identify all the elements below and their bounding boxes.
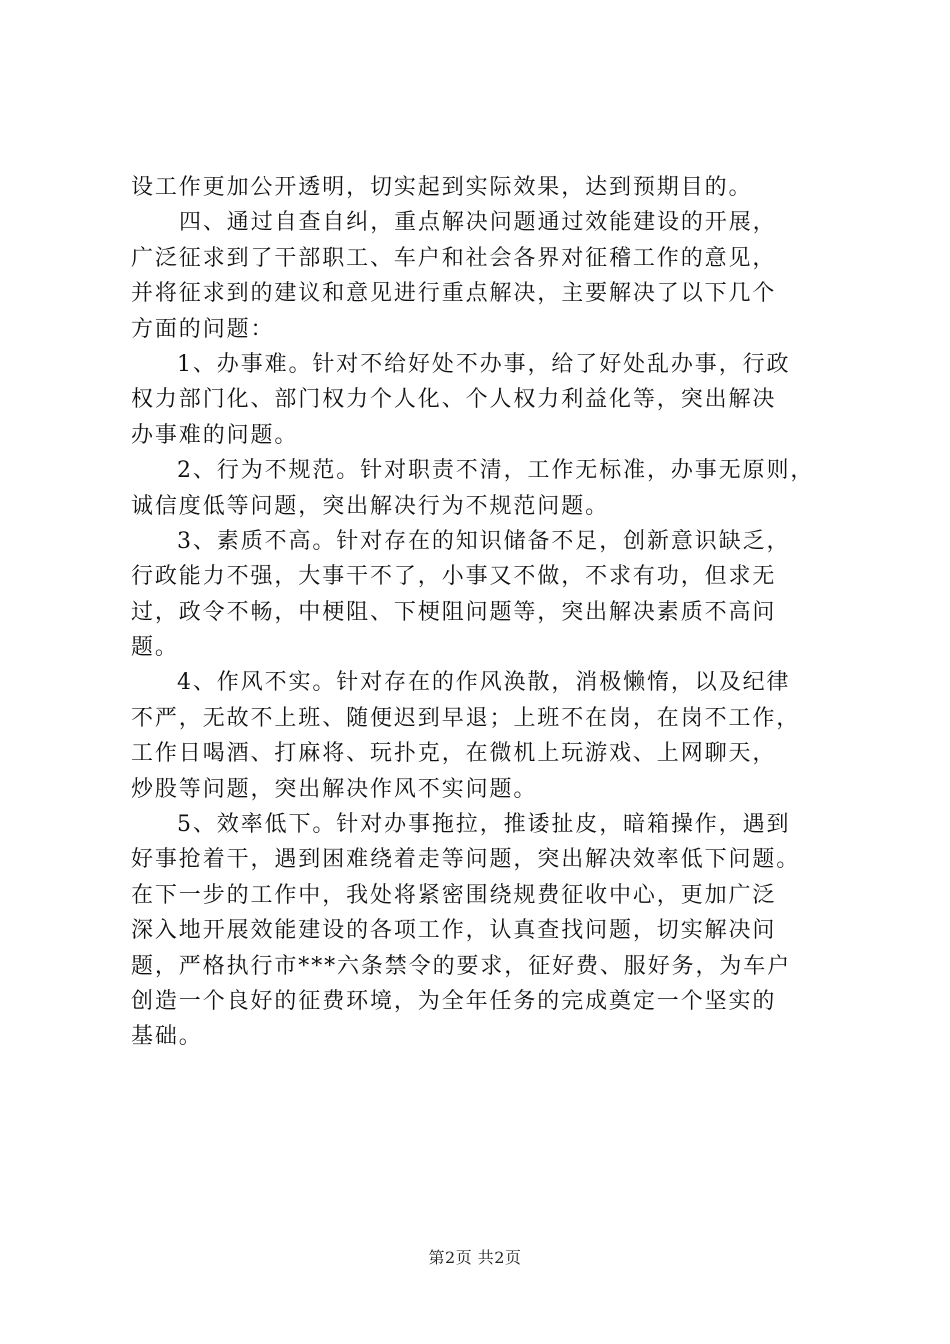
text-line: 过，政令不畅，中梗阻、下梗阻问题等，突出解决素质不高问 [131,599,777,625]
text-line: 基础。 [131,1024,203,1050]
text-line: 深入地开展效能建设的各项工作，认真查找问题，切实解决问 [131,918,777,944]
text-line: 题。 [131,635,179,661]
text-line: 工作日喝酒、打麻将、玩扑克，在微机上玩游戏、上网聊天， [131,741,777,767]
text-line: 2、行为不规范。针对职责不清，工作无标准，办事无原则， [177,458,815,484]
text-line: 并将征求到的建议和意见进行重点解决，主要解决了以下几个 [131,281,777,307]
document-body [131,170,831,1055]
text-line: 好事抢着干，遇到困难绕着走等问题，突出解决效率低下问题。 [131,847,801,873]
text-line: 炒股等问题，突出解决作风不实问题。 [131,776,538,802]
text-line: 广泛征求到了干部职工、车户和社会各界对征稽工作的意见， [131,245,777,271]
text-line: 办事难的问题。 [131,422,299,448]
page-footer [0,1245,950,1268]
text-line: 题，严格执行市***六条禁令的要求，征好费、服好务，为车户 [131,953,792,979]
text-line: 方面的问题： [131,316,275,342]
text-line: 5、效率低下。针对办事拖拉，推诿扯皮，暗箱操作，遇到 [177,812,791,838]
text-line: 四、通过自查自纠，重点解决问题通过效能建设的开展， [179,210,777,236]
text-line: 在下一步的工作中，我处将紧密围绕规费征收中心，更加广泛 [131,882,777,908]
text-line: 不严，无故不上班、随便迟到早退；上班不在岗，在岗不工作， [131,705,801,731]
text-line: 创造一个良好的征费环境，为全年任务的完成奠定一个坚实的 [131,988,777,1014]
text-line: 设工作更加公开透明，切实起到实际效果，达到预期目的。 [131,175,753,200]
text-line: 4、作风不实。针对存在的作风涣散，消极懒惰，以及纪律 [177,670,791,696]
text-line: 行政能力不强，大事干不了，小事又不做，不求有功，但求无 [131,564,777,590]
page-number-label: 第2页 共2页 [428,1248,522,1267]
text-line: 诚信度低等问题，突出解决行为不规范问题。 [131,493,610,519]
text-line: 权力部门化、部门权力个人化、个人权力利益化等，突出解决 [131,387,777,413]
text-line: 1、办事难。针对不给好处不办事，给了好处乱办事，行政 [177,351,791,377]
text-line: 3、素质不高。针对存在的知识储备不足，创新意识缺乏， [177,528,791,554]
